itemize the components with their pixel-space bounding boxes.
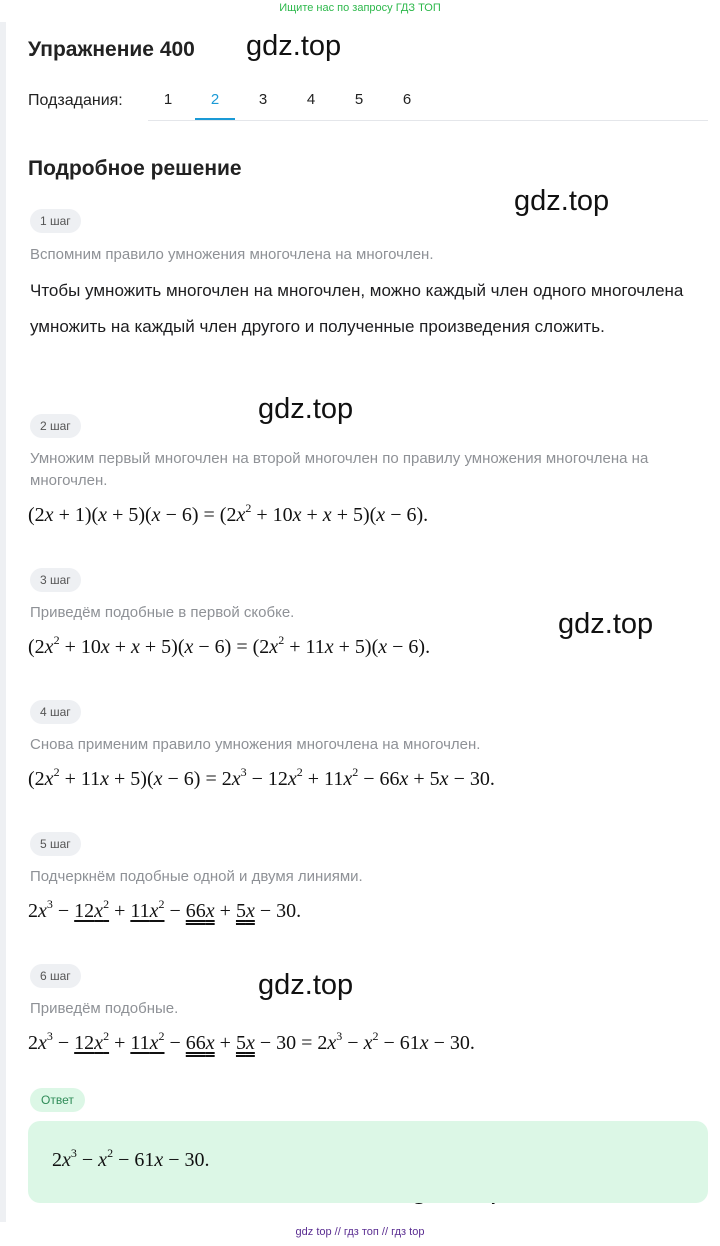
step-badge: 1 шаг — [30, 209, 81, 233]
footer-links[interactable]: gdz top // гдз топ // гдз top — [295, 1226, 425, 1238]
watermark: gdz.top — [258, 393, 354, 425]
answer-box — [28, 1121, 708, 1203]
rule-text: Чтобы умножить многочлен на многочлен, можно каждый член одного многочлена умножить на каждый член другого и полученные произведения сложить. — [30, 281, 684, 336]
step-formula: $(2x^2 + 11x + 5)(x - 6) = 2x^3 - 12x^2 + 11x^2 - 66x + 5x - 30$. — [28, 765, 495, 790]
step-description: Умножим первый многочлен на второй многочлен по правилу умножения многочлена на многочлен. — [30, 450, 649, 489]
watermark: gdz.top — [558, 608, 654, 640]
answer-badge: Ответ — [30, 1088, 85, 1112]
step-badge: 4 шаг — [30, 700, 81, 724]
subtask-tab-4[interactable]: 4 — [306, 91, 316, 108]
left-border — [0, 22, 6, 1222]
subtask-tab-5[interactable]: 5 — [354, 91, 364, 108]
subtask-tab-6[interactable]: 6 — [402, 91, 412, 108]
subtasks-label: Подзадания: — [28, 92, 123, 109]
step-description: Приведём подобные. — [30, 1000, 179, 1017]
step-formula: $(2x + 1)(x + 5)(x - 6) = (2x^2 + 10x + x + 5)(x - 6)$. — [28, 501, 429, 526]
watermark: gdz.top — [514, 185, 610, 217]
step-description: Приведём подобные в первой скобке. — [30, 604, 295, 621]
subtask-tab-1[interactable]: 1 — [163, 91, 173, 108]
step-formula: $(2x^2 + 10x + x + 5)(x - 6) = (2x^2 + 11x + 5)(x - 6)$. — [28, 633, 431, 658]
watermark: gdz.top — [246, 30, 342, 62]
step-description: Снова применим правило умножения многочлена на многочлен. — [30, 736, 481, 753]
subtask-tab-2[interactable]: 2 — [195, 82, 235, 120]
step-description: Подчеркнём подобные одной и двумя линиями. — [30, 868, 363, 885]
page-title: Упражнение 400 — [28, 38, 195, 61]
watermark: gdz.top — [258, 969, 354, 1001]
subtask-tabs — [148, 82, 708, 121]
step-badge: 5 шаг — [30, 832, 81, 856]
step-formula: $2x^3 - 12x^2 + 11x^2 - 66x + 5x - 30$. — [28, 897, 302, 922]
step-badge: 3 шаг — [30, 568, 81, 592]
step-badge: 2 шаг — [30, 414, 81, 438]
answer-formula: $2x^3 - x^2 - 61x - 30$. — [52, 1146, 210, 1171]
step-badge: 6 шаг — [30, 964, 81, 988]
step-formula: $2x^3 - 12x^2 + 11x^2 - 66x + 5x - 30 = 2x^3 - x^2 - 61x - 30$. — [28, 1029, 475, 1054]
subtask-tab-3[interactable]: 3 — [258, 91, 268, 108]
top-banner-link[interactable]: Ищите нас по запросу ГДЗ ТОП — [279, 2, 441, 14]
solution-title: Подробное решение — [28, 157, 242, 180]
step-description: Вспомним правило умножения многочлена на многочлен. — [30, 246, 434, 263]
